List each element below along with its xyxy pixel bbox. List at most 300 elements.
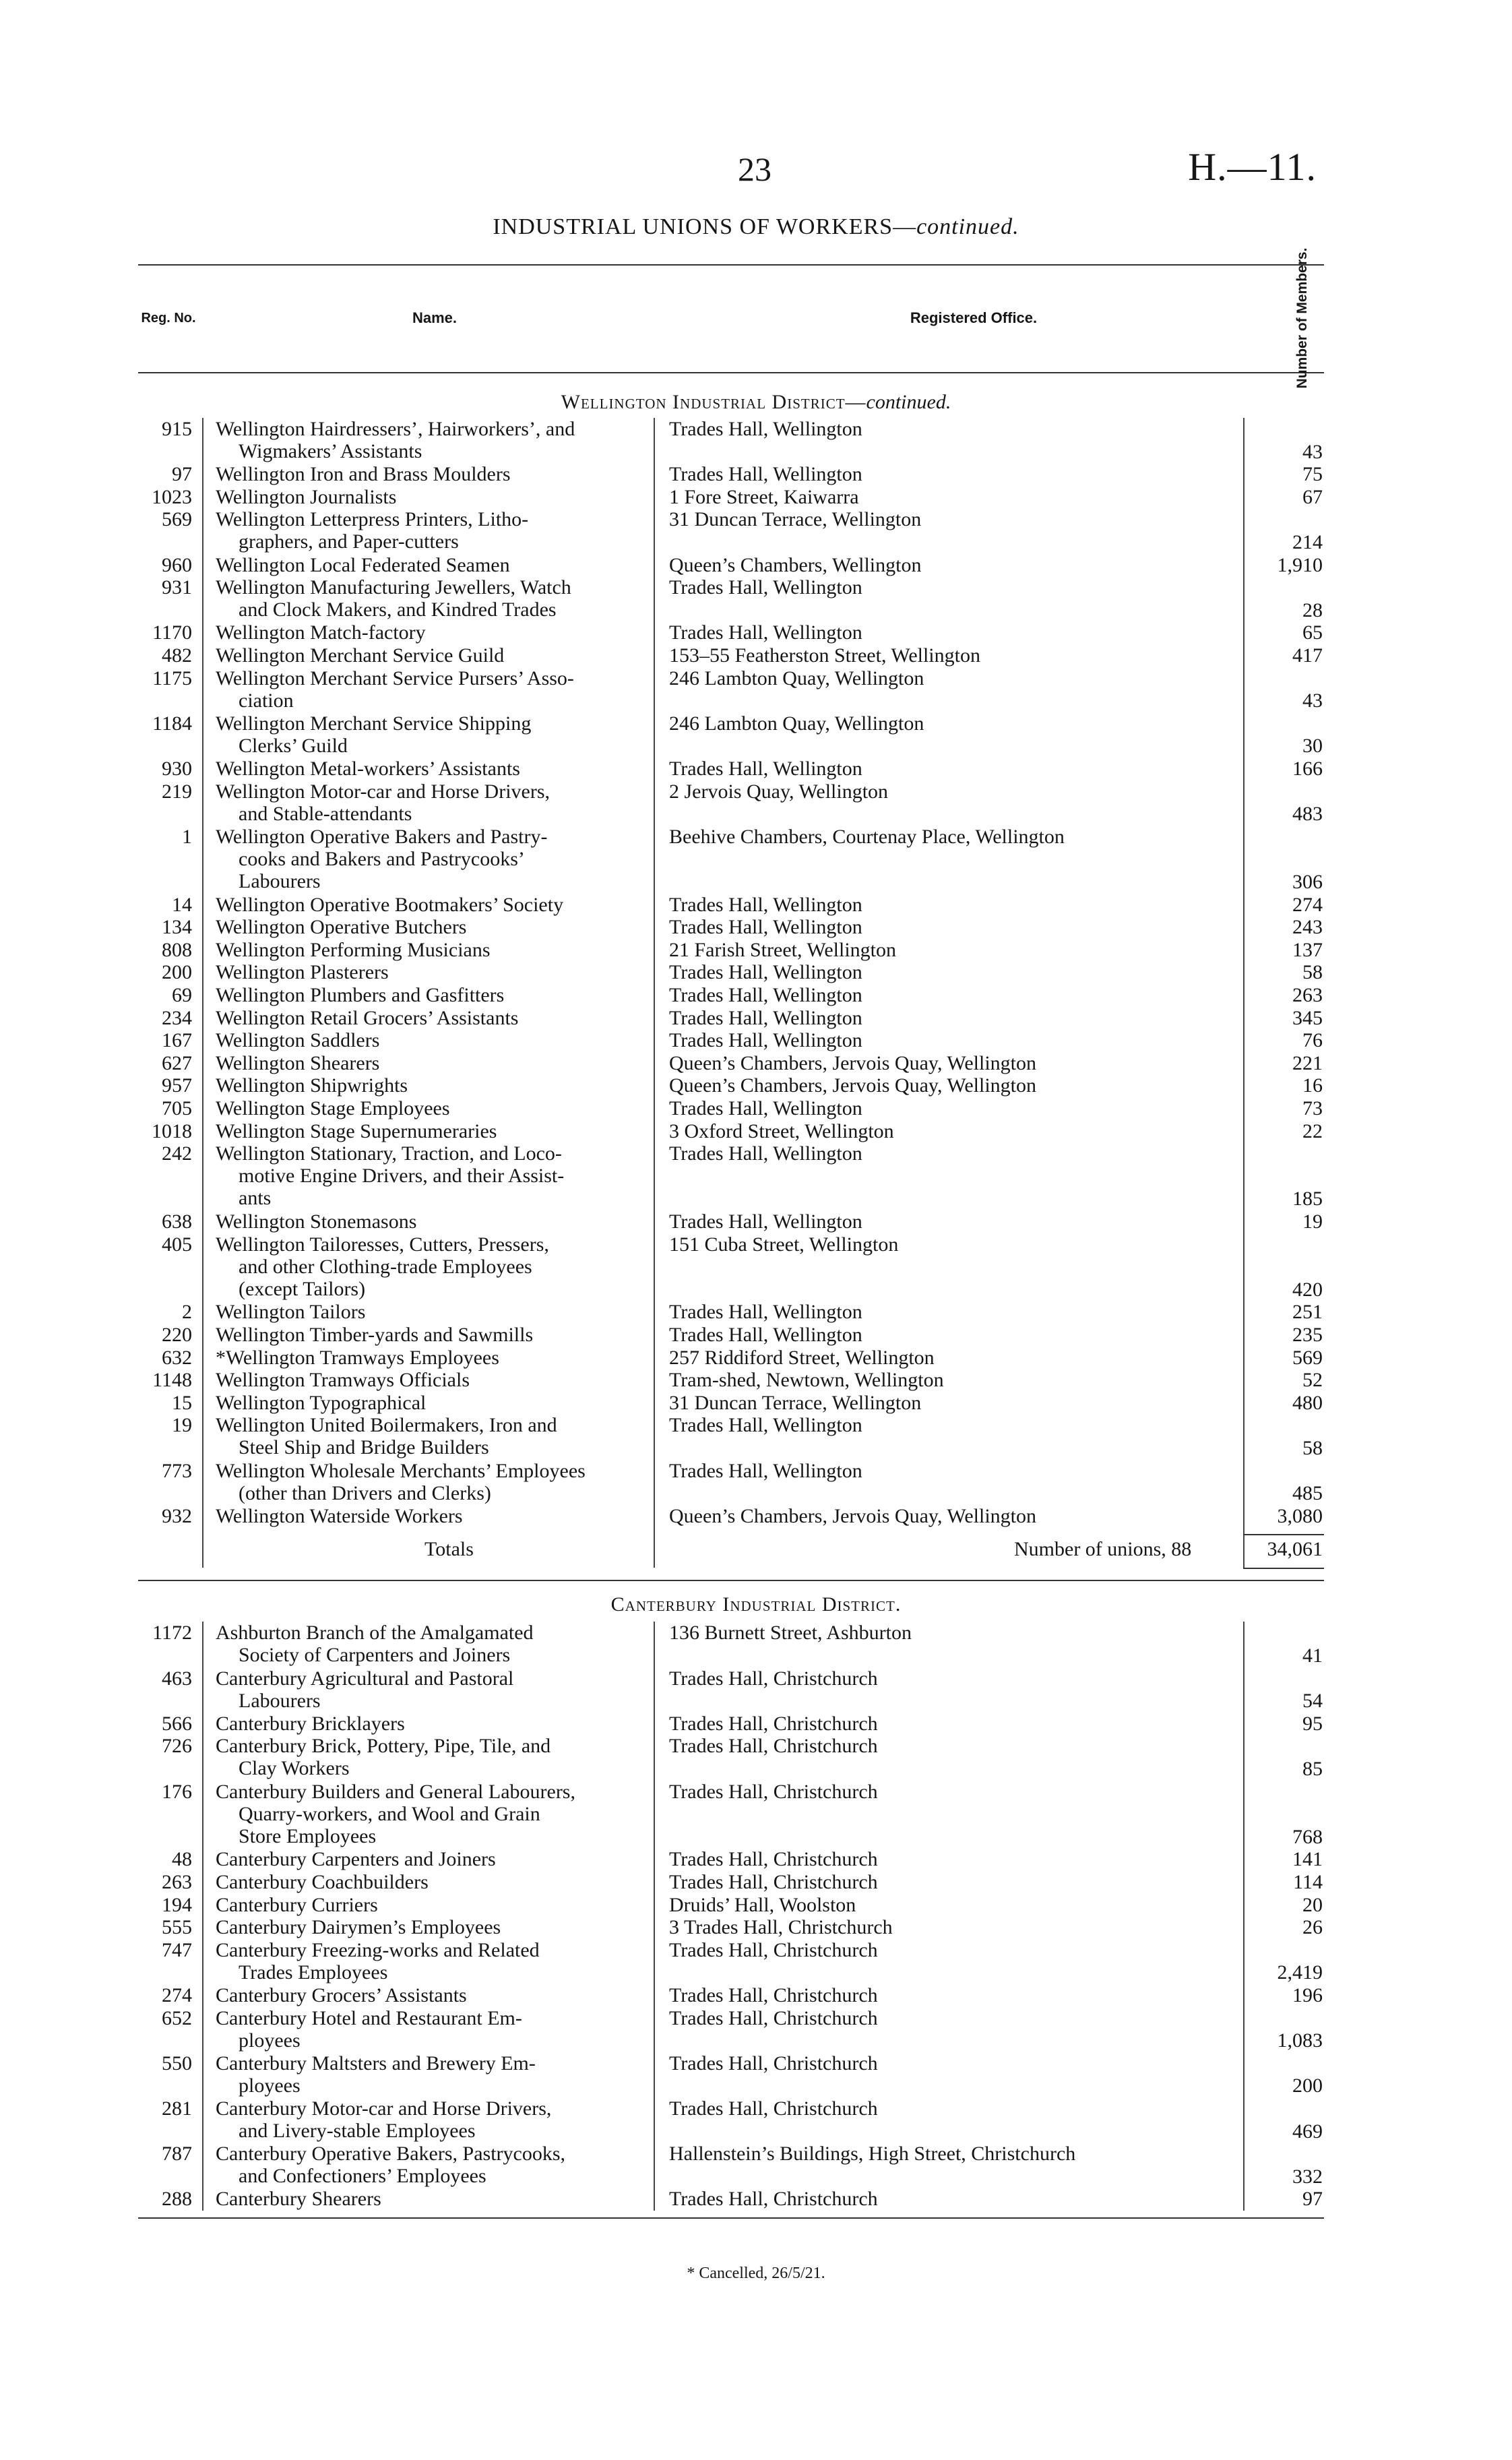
union-name xyxy=(216,1142,647,1209)
member-count: 76 xyxy=(1302,1029,1323,1052)
header-reg-no: Reg. No. xyxy=(141,311,196,326)
union-name-line: motive Engine Drivers, and their Assist- xyxy=(239,1165,565,1188)
header-bottom-rule xyxy=(138,372,1324,373)
reg-number: 627 xyxy=(162,1051,192,1074)
member-count: 469 xyxy=(1292,2120,1323,2143)
registered-office: Trades Hall, Christchurch xyxy=(669,1871,878,1893)
union-name-line: Wellington Tailors xyxy=(216,1301,366,1324)
union-name-line: cooks and Bakers and Pastrycooks’ xyxy=(239,847,525,870)
reg-number: 932 xyxy=(162,1504,192,1527)
union-name xyxy=(216,984,647,1006)
total-members: 34,061 xyxy=(1267,1538,1323,1561)
reg-number: 566 xyxy=(162,1712,192,1735)
reg-number: 1184 xyxy=(152,712,192,735)
member-count: 221 xyxy=(1292,1051,1323,1074)
member-count: 137 xyxy=(1292,938,1323,961)
union-name xyxy=(216,1460,647,1504)
reg-number: 960 xyxy=(162,553,192,576)
reg-number: 808 xyxy=(162,938,192,961)
union-name xyxy=(216,1233,647,1300)
reg-number: 1148 xyxy=(152,1369,192,1392)
union-name xyxy=(216,1781,647,1847)
registered-office: Queen’s Chambers, Wellington xyxy=(669,553,922,576)
reg-number: 69 xyxy=(172,984,192,1006)
union-name-line: and Clock Makers, and Kindred Trades xyxy=(239,598,557,621)
registered-office: Trades Hall, Christchurch xyxy=(669,2006,878,2029)
member-count: 1,083 xyxy=(1277,2029,1323,2052)
union-name-line: Society of Carpenters and Joiners xyxy=(239,1644,511,1667)
title-cont: continued. xyxy=(916,214,1019,239)
registered-office: Trades Hall, Christchurch xyxy=(669,1938,878,1961)
union-name-line: Wellington Timber-yards and Sawmills xyxy=(216,1324,534,1346)
union-name-line: Wellington Merchant Service Guild xyxy=(216,644,505,667)
union-name-line: Ashburton Branch of the Amalgamated xyxy=(216,1622,534,1644)
union-name xyxy=(216,1392,647,1414)
column-rule-name xyxy=(202,418,203,1568)
registered-office: Hallenstein’s Buildings, High Street, Christchurch xyxy=(669,2143,1076,2165)
registered-office: Trades Hall, Wellington xyxy=(669,1459,862,1482)
reg-number: 632 xyxy=(162,1346,192,1369)
union-name-line: Wellington Performing Musicians xyxy=(216,938,491,961)
registered-office: 246 Lambton Quay, Wellington xyxy=(669,712,924,735)
member-count: 263 xyxy=(1292,984,1323,1006)
table-header xyxy=(138,247,1324,389)
registered-office: 151 Cuba Street, Wellington xyxy=(669,1233,899,1256)
member-count: 67 xyxy=(1302,485,1323,508)
member-count: 52 xyxy=(1302,1369,1323,1392)
union-name-line: Labourers xyxy=(239,869,321,892)
reg-number: 176 xyxy=(162,1780,192,1803)
union-name-line: Steel Ship and Bridge Builders xyxy=(239,1436,489,1459)
reg-number: 405 xyxy=(162,1233,192,1256)
union-name-line: Canterbury Carpenters and Joiners xyxy=(216,1848,496,1871)
registered-office: Trades Hall, Wellington xyxy=(669,1097,862,1119)
union-name-line: Canterbury Coachbuilders xyxy=(216,1871,429,1893)
totals-rule-top xyxy=(1243,1534,1324,1535)
registered-office: Trades Hall, Christchurch xyxy=(669,1780,878,1803)
union-name-line: Wellington Stage Supernumeraries xyxy=(216,1119,497,1142)
section-heading-text: Canterbury Industrial District. xyxy=(610,1593,902,1616)
union-name xyxy=(216,1029,647,1051)
member-count: 95 xyxy=(1302,1712,1323,1735)
member-count: 200 xyxy=(1292,2074,1323,2097)
union-name-line: (other than Drivers and Clerks) xyxy=(239,1481,491,1504)
registered-office: 21 Farish Street, Wellington xyxy=(669,938,897,961)
union-name-line: Canterbury Motor-car and Horse Drivers, xyxy=(216,2097,552,2120)
member-count: 114 xyxy=(1293,1871,1323,1893)
registered-office: Trades Hall, Wellington xyxy=(669,1029,862,1052)
header-registered-office: Registered Office. xyxy=(910,309,1038,326)
union-name-line: and other Clothing-trade Employees xyxy=(239,1255,532,1278)
union-name-line: Canterbury Shearers xyxy=(216,2188,381,2211)
member-count: 345 xyxy=(1292,1006,1323,1029)
member-count: 20 xyxy=(1302,1893,1323,1916)
union-name xyxy=(216,554,647,576)
member-count: 141 xyxy=(1292,1848,1323,1871)
reg-number: 1 xyxy=(182,825,192,848)
union-name-line: ployees xyxy=(239,2029,301,2052)
union-name xyxy=(216,961,647,983)
reg-number: 569 xyxy=(162,508,192,531)
union-name xyxy=(216,508,647,553)
reg-number: 288 xyxy=(162,2188,192,2211)
union-name xyxy=(216,621,647,644)
union-name-line: Wellington Motor-car and Horse Drivers, xyxy=(216,780,550,803)
registered-office: Trades Hall, Wellington xyxy=(669,418,862,440)
member-count: 166 xyxy=(1292,758,1323,780)
registered-office: 31 Duncan Terrace, Wellington xyxy=(669,508,922,531)
union-name xyxy=(216,1052,647,1074)
union-name xyxy=(216,1505,647,1527)
reg-number: 747 xyxy=(162,1938,192,1961)
registered-office: 31 Duncan Terrace, Wellington xyxy=(669,1391,922,1414)
union-name-line: Canterbury Maltsters and Brewery Em- xyxy=(216,2052,536,2074)
reg-number: 930 xyxy=(162,758,192,780)
union-name xyxy=(216,1074,647,1097)
union-name xyxy=(216,712,647,757)
union-name-line: Wellington Tramways Officials xyxy=(216,1369,470,1392)
member-count: 30 xyxy=(1302,735,1323,758)
union-name xyxy=(216,418,647,462)
registered-office: 136 Burnett Street, Ashburton xyxy=(669,1622,912,1644)
section-divider xyxy=(138,1580,1324,1581)
union-name xyxy=(216,1735,647,1779)
reg-number: 550 xyxy=(162,2052,192,2074)
union-name-line: Wellington Manufacturing Jewellers, Watch xyxy=(216,576,571,599)
union-name-line: Wellington Retail Grocers’ Assistants xyxy=(216,1006,519,1029)
union-name xyxy=(216,1984,647,2006)
union-name xyxy=(216,1210,647,1233)
union-name xyxy=(216,1301,647,1323)
reg-number: 463 xyxy=(162,1667,192,1690)
member-count: 483 xyxy=(1292,803,1323,826)
union-name xyxy=(216,1324,647,1346)
member-count: 85 xyxy=(1302,1757,1323,1780)
registered-office: 3 Trades Hall, Christchurch xyxy=(669,1916,893,1939)
union-name-line: Wellington Metal-workers’ Assistants xyxy=(216,758,520,780)
union-name xyxy=(216,1871,647,1893)
column-rule-name xyxy=(202,1622,203,2211)
member-count: 26 xyxy=(1302,1916,1323,1939)
unions-count: Number of unions, 88 xyxy=(1014,1538,1192,1561)
registered-office: Tram-shed, Newtown, Wellington xyxy=(669,1369,944,1392)
union-name xyxy=(216,758,647,780)
union-name-line: Canterbury Dairymen’s Employees xyxy=(216,1916,501,1939)
section-heading xyxy=(0,391,1512,414)
reg-number: 242 xyxy=(162,1142,192,1165)
union-name xyxy=(216,1414,647,1458)
totals-label: Totals xyxy=(424,1538,474,1561)
reg-number: 1018 xyxy=(152,1119,192,1142)
registered-office: Trades Hall, Wellington xyxy=(669,621,862,644)
union-name-line: Wellington Wholesale Merchants’ Employees xyxy=(216,1459,586,1482)
member-count: 214 xyxy=(1292,530,1323,553)
member-count: 251 xyxy=(1292,1301,1323,1324)
member-count: 28 xyxy=(1302,598,1323,621)
series-code: H.—11. xyxy=(1188,145,1317,189)
union-name-line: Wellington Shearers xyxy=(216,1051,380,1074)
union-name-line: Wellington Typographical xyxy=(216,1391,427,1414)
registered-office: Trades Hall, Wellington xyxy=(669,1210,862,1233)
member-count: 196 xyxy=(1292,1984,1323,2006)
union-name-line: and Livery-stable Employees xyxy=(239,2120,476,2142)
reg-number: 482 xyxy=(162,644,192,667)
union-name xyxy=(216,1007,647,1029)
registered-office: Queen’s Chambers, Jervois Quay, Wellington xyxy=(669,1074,1036,1097)
reg-number: 48 xyxy=(172,1848,192,1871)
union-name-line: Wellington Merchant Service Shipping xyxy=(216,712,532,735)
registered-office: Trades Hall, Christchurch xyxy=(669,1667,878,1690)
registered-office: Druids’ Hall, Woolston xyxy=(669,1893,856,1916)
member-count: 54 xyxy=(1302,1690,1323,1713)
member-count: 16 xyxy=(1302,1074,1323,1097)
section-heading-cont: continued. xyxy=(866,391,951,413)
union-name-line: Wellington Stonemasons xyxy=(216,1210,417,1233)
member-count: 274 xyxy=(1292,893,1323,916)
member-count: 569 xyxy=(1292,1346,1323,1369)
reg-number: 194 xyxy=(162,1893,192,1916)
member-count: 2,419 xyxy=(1277,1961,1323,1984)
union-name-line: (except Tailors) xyxy=(239,1277,366,1300)
reg-number: 234 xyxy=(162,1006,192,1029)
member-count: 235 xyxy=(1292,1324,1323,1346)
reg-number: 97 xyxy=(172,463,192,486)
union-name-line: Canterbury Builders and General Labourers, xyxy=(216,1780,575,1803)
union-name xyxy=(216,1622,647,1666)
member-count: 768 xyxy=(1292,1825,1323,1848)
union-name-line: ciation xyxy=(239,689,294,712)
union-name-line: graphers, and Paper-cutters xyxy=(239,530,459,553)
registered-office: Trades Hall, Christchurch xyxy=(669,1735,878,1758)
union-name-line: Trades Employees xyxy=(239,1961,388,1984)
reg-number: 263 xyxy=(162,1871,192,1893)
member-count: 417 xyxy=(1292,644,1323,667)
reg-number: 931 xyxy=(162,576,192,599)
registered-office: Trades Hall, Wellington xyxy=(669,1414,862,1437)
union-name-line: and Stable-attendants xyxy=(239,802,412,825)
member-count: 58 xyxy=(1302,1436,1323,1459)
registered-office: Trades Hall, Wellington xyxy=(669,1301,862,1324)
member-count: 185 xyxy=(1292,1188,1323,1210)
member-count: 22 xyxy=(1302,1119,1323,1142)
union-name-line: Wellington Operative Butchers xyxy=(216,916,467,939)
union-name xyxy=(216,2097,647,2142)
union-name-line: Wellington Plumbers and Gasfitters xyxy=(216,984,505,1006)
reg-number: 274 xyxy=(162,1984,192,2006)
member-count: 306 xyxy=(1292,870,1323,893)
reg-number: 134 xyxy=(162,916,192,939)
reg-number: 200 xyxy=(162,961,192,984)
union-name-line: Wellington Letterpress Printers, Litho- xyxy=(216,508,529,531)
union-name xyxy=(216,1120,647,1142)
union-name xyxy=(216,1894,647,1916)
reg-number: 1170 xyxy=(152,621,192,644)
union-name-line: Canterbury Freezing-works and Related xyxy=(216,1938,540,1961)
registered-office: Trades Hall, Wellington xyxy=(669,1324,862,1346)
union-name-line: Store Employees xyxy=(239,1824,377,1847)
union-name xyxy=(216,1713,647,1735)
registered-office: 3 Oxford Street, Wellington xyxy=(669,1119,894,1142)
title-main: INDUSTRIAL UNIONS OF WORKERS— xyxy=(493,214,917,239)
union-name-line: *Wellington Tramways Employees xyxy=(216,1346,499,1369)
union-name-line: Wellington Merchant Service Pursers’ Asso- xyxy=(216,667,574,689)
reg-number: 1175 xyxy=(152,667,192,689)
member-count: 19 xyxy=(1302,1210,1323,1233)
union-name xyxy=(216,780,647,825)
reg-number: 773 xyxy=(162,1459,192,1482)
registered-office: Trades Hall, Christchurch xyxy=(669,2188,878,2211)
union-name xyxy=(216,1097,647,1119)
union-name xyxy=(216,2188,647,2210)
union-name xyxy=(216,463,647,485)
union-name-line: Wellington Stage Employees xyxy=(216,1097,450,1119)
union-name-line: Canterbury Agricultural and Pastoral xyxy=(216,1667,514,1690)
union-name xyxy=(216,1667,647,1712)
registered-office: 153–55 Featherston Street, Wellington xyxy=(669,644,980,667)
registered-office: Trades Hall, Wellington xyxy=(669,1006,862,1029)
union-name-line: Wellington Journalists xyxy=(216,485,397,508)
reg-number: 1172 xyxy=(152,1622,192,1644)
union-name xyxy=(216,2007,647,2052)
registered-office: Queen’s Chambers, Jervois Quay, Wellington xyxy=(669,1051,1036,1074)
union-name-line: Labourers xyxy=(239,1689,321,1712)
registered-office: 2 Jervois Quay, Wellington xyxy=(669,780,889,803)
reg-number: 14 xyxy=(172,893,192,916)
header-members: Number of Members. xyxy=(1294,247,1310,389)
union-name-line: Wellington Plasterers xyxy=(216,961,389,984)
registered-office: 257 Riddiford Street, Wellington xyxy=(669,1346,935,1369)
member-count: 58 xyxy=(1302,961,1323,984)
registered-office: 1 Fore Street, Kaiwarra xyxy=(669,485,859,508)
union-name-line: Wigmakers’ Assistants xyxy=(239,440,422,462)
union-name-line: Clerks’ Guild xyxy=(239,734,348,757)
union-name-line: Wellington Operative Bakers and Pastry- xyxy=(216,825,548,848)
member-count: 43 xyxy=(1302,440,1323,463)
union-name xyxy=(216,916,647,938)
column-rule-members xyxy=(1243,1622,1245,2211)
reg-number: 15 xyxy=(172,1391,192,1414)
registered-office: Trades Hall, Wellington xyxy=(669,1142,862,1165)
registered-office: Trades Hall, Wellington xyxy=(669,984,862,1006)
union-name-line: Wellington Waterside Workers xyxy=(216,1504,463,1527)
reg-number: 2 xyxy=(182,1301,192,1324)
registered-office: Trades Hall, Christchurch xyxy=(669,1984,878,2006)
footnote: * Cancelled, 26/5/21. xyxy=(687,2265,825,2282)
union-name-line: ants xyxy=(239,1187,272,1210)
union-name xyxy=(216,894,647,916)
union-name-line: Canterbury Operative Bakers, Pastrycooks, xyxy=(216,2143,566,2165)
reg-number: 652 xyxy=(162,2006,192,2029)
section-heading-text: Wellington Industrial District— xyxy=(561,391,867,413)
union-name xyxy=(216,826,647,892)
member-count: 420 xyxy=(1292,1278,1323,1301)
union-name-line: Wellington Shipwrights xyxy=(216,1074,408,1097)
union-name xyxy=(216,2143,647,2187)
union-name xyxy=(216,576,647,621)
union-name-line: Wellington Hairdressers’, Hairworkers’, and xyxy=(216,418,575,440)
page-title xyxy=(0,214,1512,240)
member-count: 485 xyxy=(1292,1482,1323,1505)
union-name-line: Wellington Stationary, Traction, and Loco- xyxy=(216,1142,562,1165)
union-name-line: Canterbury Grocers’ Assistants xyxy=(216,1984,467,2006)
union-name-line: Wellington Operative Bootmakers’ Society xyxy=(216,893,564,916)
union-name-line: Wellington Match-factory xyxy=(216,621,426,644)
union-name-line: Clay Workers xyxy=(239,1757,350,1780)
union-name xyxy=(216,1939,647,1984)
union-name-line: Canterbury Curriers xyxy=(216,1893,378,1916)
page-number: 23 xyxy=(738,150,771,188)
registered-office: Trades Hall, Christchurch xyxy=(669,2052,878,2074)
reg-number: 220 xyxy=(162,1324,192,1346)
reg-number: 787 xyxy=(162,2143,192,2165)
member-count: 97 xyxy=(1302,2188,1323,2211)
union-name-line: Canterbury Brick, Pottery, Pipe, Tile, and xyxy=(216,1735,551,1758)
column-rule-office xyxy=(654,1622,655,2211)
member-count: 75 xyxy=(1302,463,1323,486)
column-rule-members xyxy=(1243,418,1245,1568)
union-name-line: Quarry-workers, and Wool and Grain xyxy=(239,1802,540,1825)
union-name xyxy=(216,644,647,667)
union-name xyxy=(216,1347,647,1369)
reg-number: 726 xyxy=(162,1735,192,1758)
registered-office: Queen’s Chambers, Jervois Quay, Wellington xyxy=(669,1504,1036,1527)
member-count: 243 xyxy=(1292,916,1323,939)
union-name-line: Canterbury Hotel and Restaurant Em- xyxy=(216,2006,522,2029)
header-name: Name. xyxy=(412,309,458,326)
member-count: 3,080 xyxy=(1277,1504,1323,1527)
reg-number: 555 xyxy=(162,1916,192,1939)
union-name-line: ployees xyxy=(239,2074,301,2097)
union-name xyxy=(216,1916,647,1938)
reg-number: 638 xyxy=(162,1210,192,1233)
member-count: 332 xyxy=(1292,2165,1323,2188)
union-name xyxy=(216,1369,647,1391)
registered-office: Trades Hall, Christchurch xyxy=(669,1712,878,1735)
member-count: 480 xyxy=(1292,1391,1323,1414)
union-name-line: Wellington Local Federated Seamen xyxy=(216,553,510,576)
union-name-line: Wellington Iron and Brass Moulders xyxy=(216,463,511,486)
registered-office: 246 Lambton Quay, Wellington xyxy=(669,667,924,689)
reg-number: 219 xyxy=(162,780,192,803)
registered-office: Trades Hall, Wellington xyxy=(669,961,862,984)
reg-number: 957 xyxy=(162,1074,192,1097)
member-count: 65 xyxy=(1302,621,1323,644)
registered-office: Trades Hall, Wellington xyxy=(669,893,862,916)
union-name-line: Canterbury Bricklayers xyxy=(216,1712,405,1735)
member-count: 1,910 xyxy=(1277,553,1323,576)
registered-office: Trades Hall, Christchurch xyxy=(669,2097,878,2120)
totals-rule-bottom xyxy=(1243,1568,1324,1569)
union-name xyxy=(216,486,647,508)
reg-number: 915 xyxy=(162,418,192,440)
reg-number: 281 xyxy=(162,2097,192,2120)
registered-office: Trades Hall, Wellington xyxy=(669,576,862,599)
reg-number: 1023 xyxy=(152,485,192,508)
registered-office: Beehive Chambers, Courtenay Place, Wellington xyxy=(669,825,1065,848)
reg-number: 19 xyxy=(172,1414,192,1437)
union-name xyxy=(216,667,647,712)
reg-number: 705 xyxy=(162,1097,192,1119)
registered-office: Trades Hall, Wellington xyxy=(669,916,862,939)
section-heading xyxy=(0,1593,1512,1616)
union-name-line: Wellington United Boilermakers, Iron and xyxy=(216,1414,557,1437)
member-count: 41 xyxy=(1302,1644,1323,1667)
union-name-line: Wellington Tailoresses, Cutters, Pressers, xyxy=(216,1233,549,1256)
registered-office: Trades Hall, Wellington xyxy=(669,758,862,780)
union-name xyxy=(216,1848,647,1870)
registered-office: Trades Hall, Wellington xyxy=(669,463,862,486)
member-count: 73 xyxy=(1302,1097,1323,1119)
